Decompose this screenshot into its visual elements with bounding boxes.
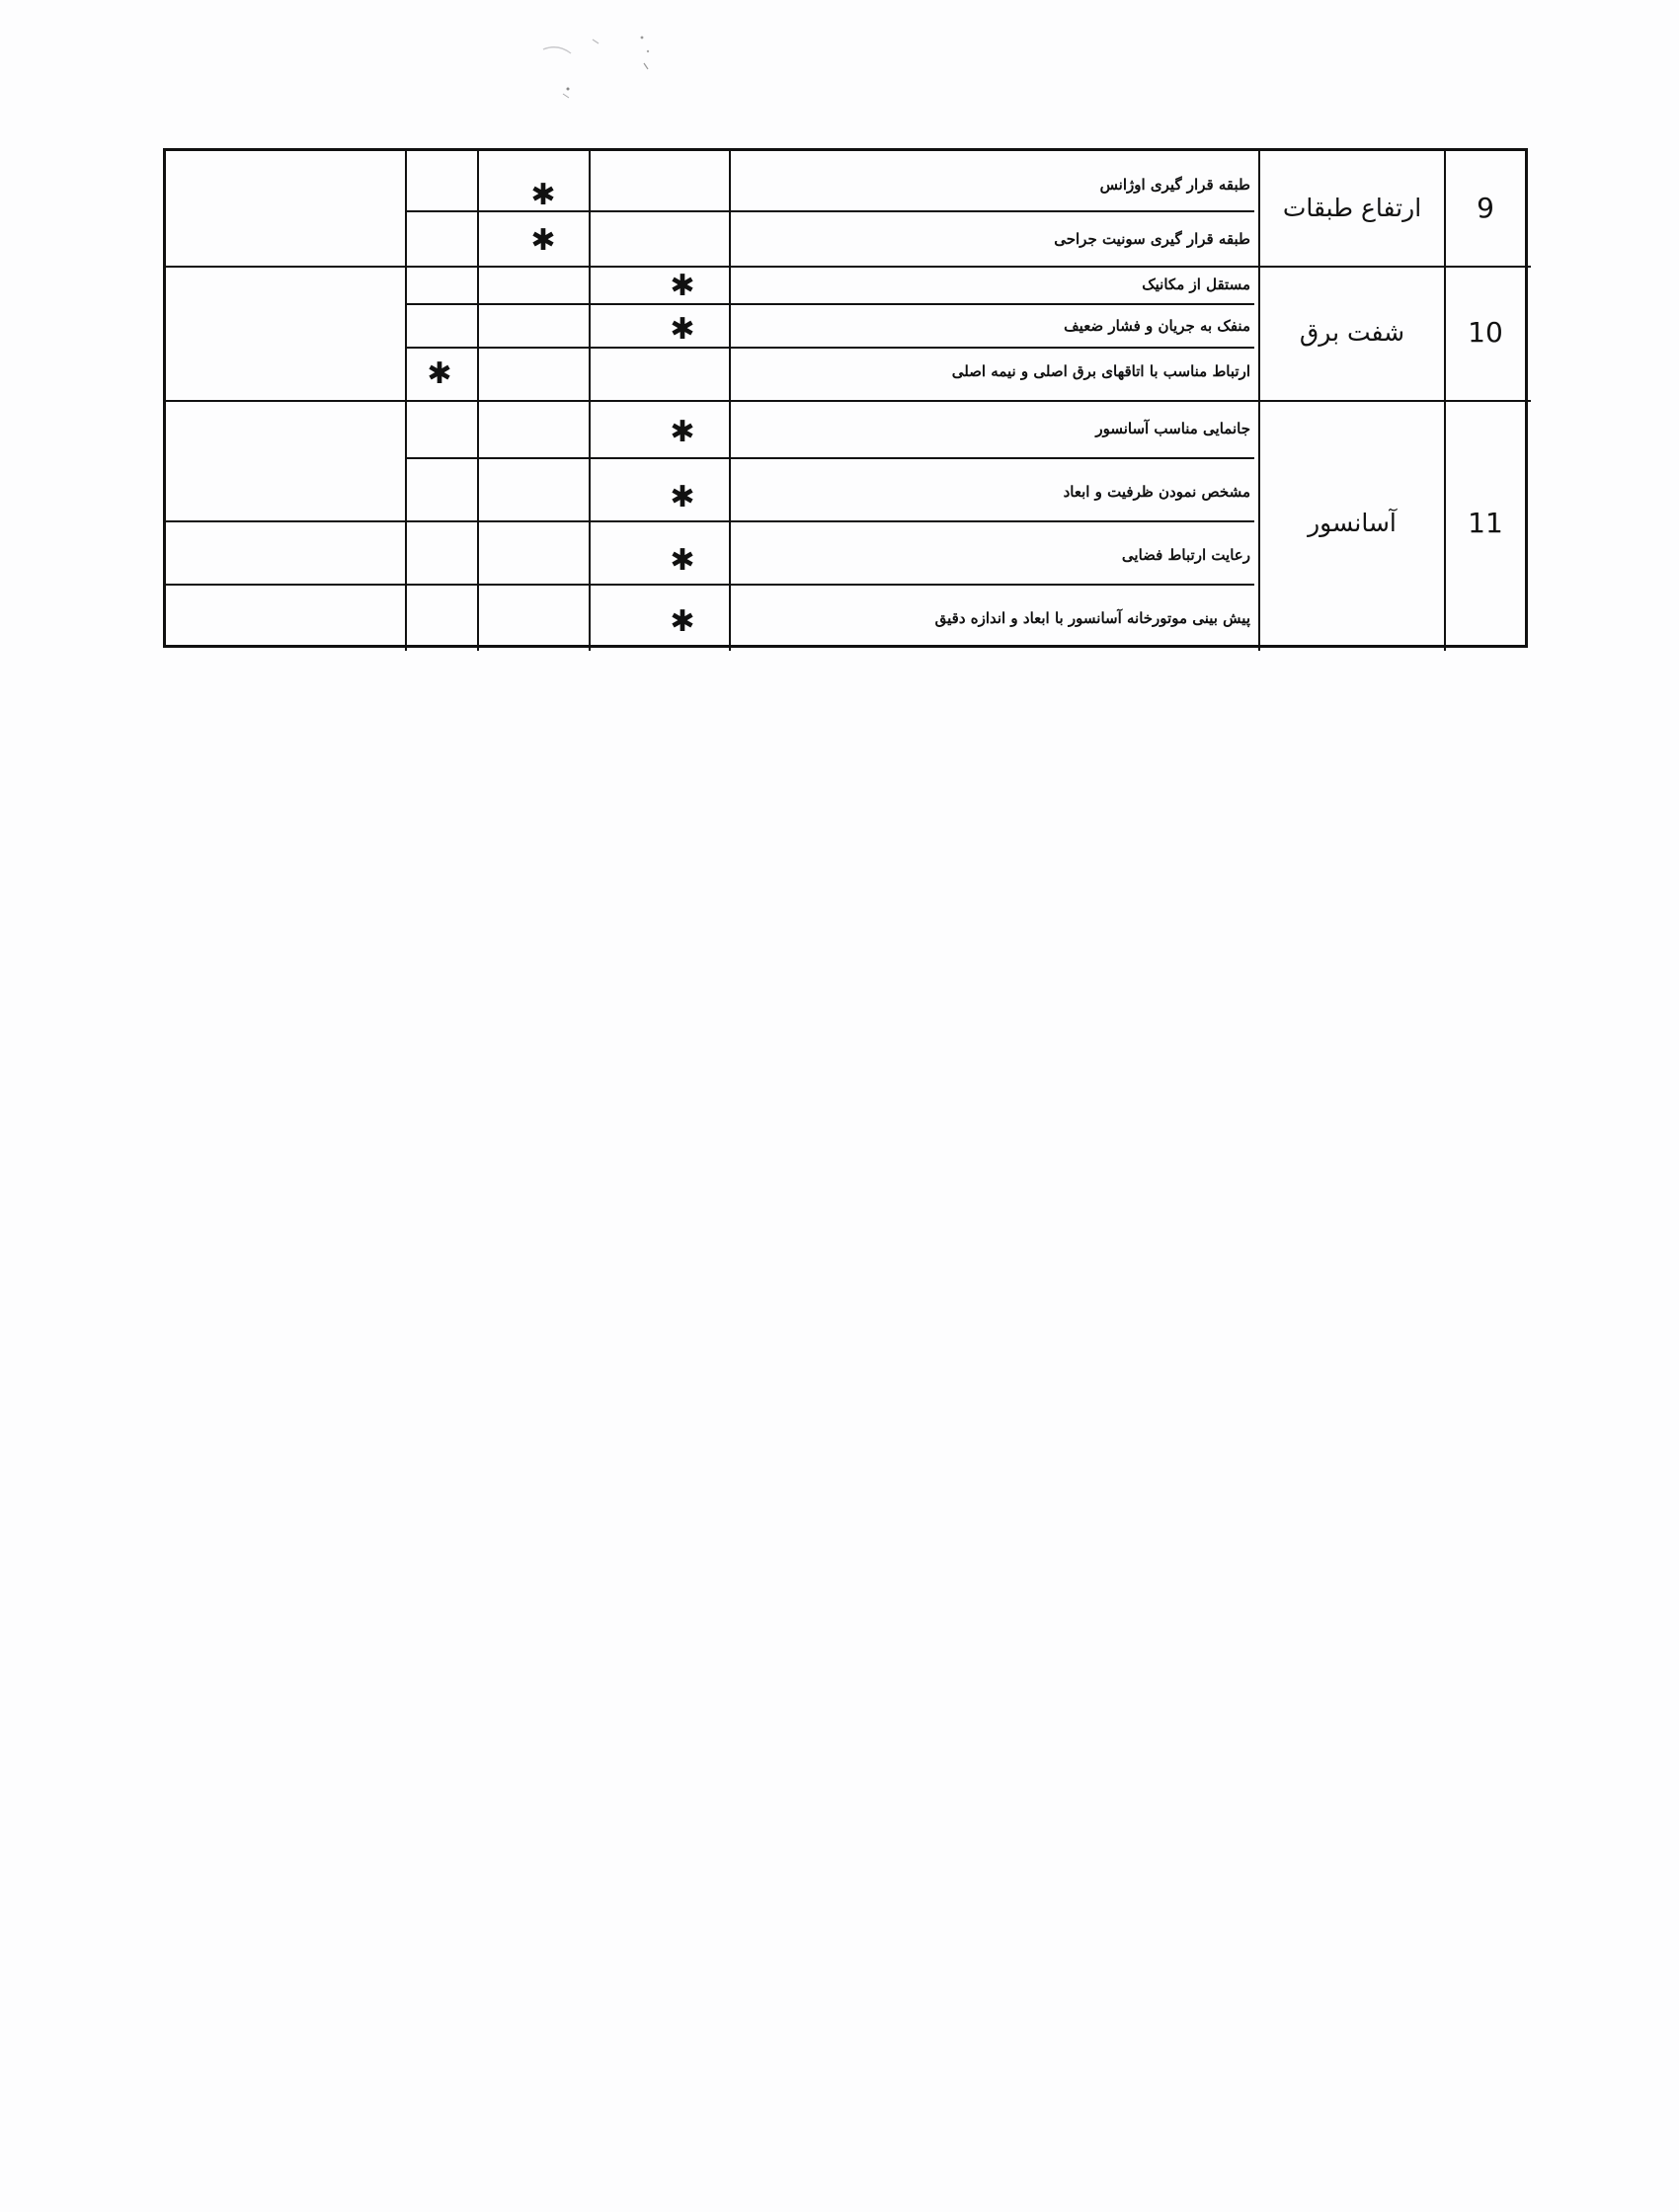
asterisk-mark: ✱ [530,223,556,258]
section-divider [166,266,1531,268]
row-title-10: شفت برق [1258,266,1444,400]
row-title-11: آسانسور [1258,400,1444,651]
item-text: پیش بینی موتورخانه آسانسور با ابعاد و اندازه دقیق [934,609,1250,627]
item-text: طبقه قرار گیری اوژانس [1099,176,1250,194]
item-text: مستقل از مکانیک [1142,276,1250,293]
row-number-9: 9 [1444,151,1525,266]
asterisk-mark: ✱ [670,269,695,303]
item-text: مشخص نمودن ظرفیت و ابعاد [1063,483,1250,501]
asterisk-mark: ✱ [670,480,695,514]
row-title-9: ارتفاع طبقات [1258,151,1444,266]
row-divider [166,520,1254,522]
item-text: منفک به جریان و فشار ضعیف [1064,317,1250,335]
asterisk-mark: ✱ [670,543,695,578]
row-divider [405,347,1254,349]
item-text: رعایت ارتباط فضایی [1121,546,1250,564]
section-divider [166,400,1531,402]
item-text: جانمایی مناسب آسانسور [1095,420,1250,437]
asterisk-mark: ✱ [530,178,556,212]
scan-specks [533,30,681,109]
row-divider [405,457,1254,459]
asterisk-mark: ✱ [427,356,452,391]
row-number-10: 10 [1444,266,1525,400]
row-divider [405,303,1254,305]
asterisk-mark: ✱ [670,415,695,449]
item-text: ارتباط مناسب با اتاقهای برق اصلی و نیمه اصلی [951,362,1250,380]
item-text: طبقه قرار گیری سونیت جراحی [1054,230,1250,248]
row-divider [405,210,1254,212]
row-divider [166,584,1254,586]
checklist-table [163,148,1528,648]
row-number-11: 11 [1444,400,1525,651]
asterisk-mark: ✱ [670,312,695,347]
asterisk-mark: ✱ [670,604,695,639]
